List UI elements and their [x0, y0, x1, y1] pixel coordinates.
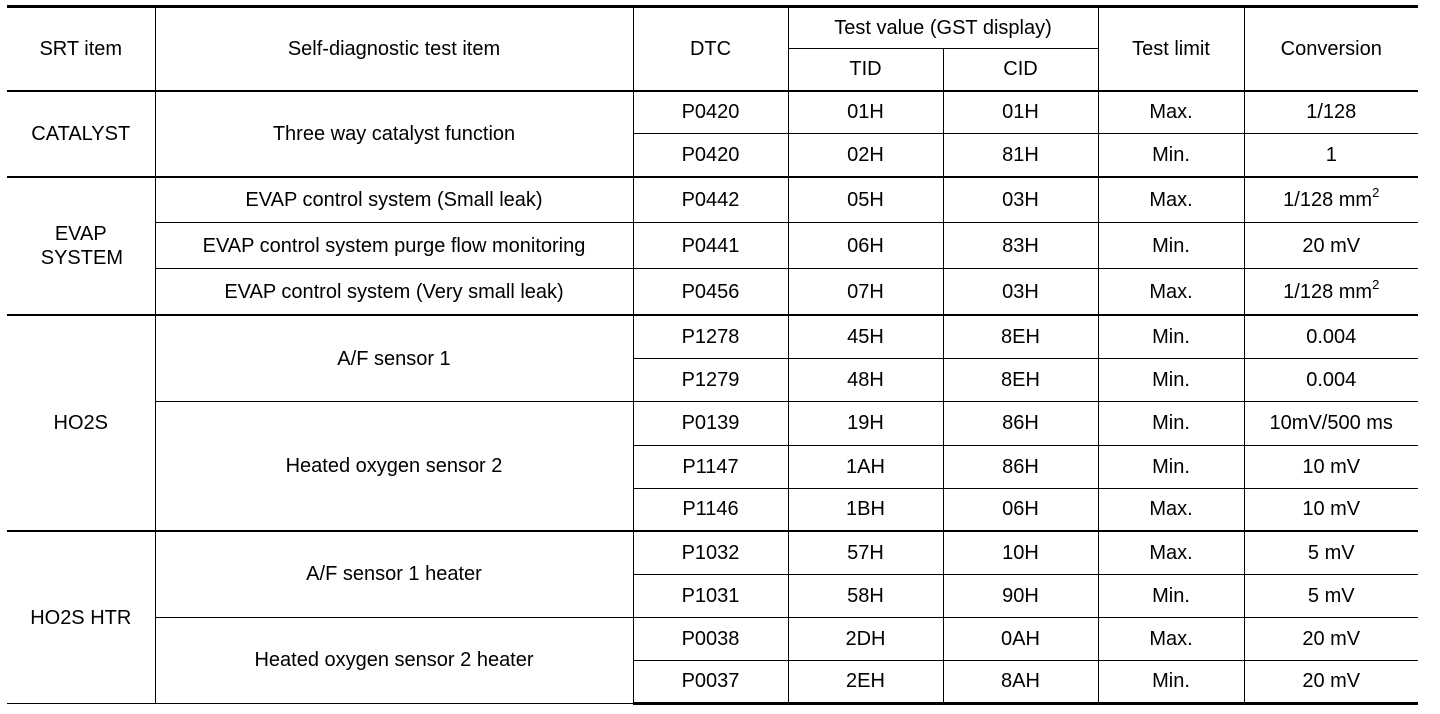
table-row	[7, 223, 1418, 269]
test-limit-cell: Max.	[1098, 531, 1244, 574]
cid-cell: 01H	[943, 91, 1098, 134]
header-test-value: Test value (GST display)	[788, 7, 1098, 49]
tid-cell: 1AH	[788, 445, 943, 488]
conversion-cell	[1244, 531, 1418, 574]
conversion-value: 1	[1325, 143, 1337, 166]
conversion-cell	[1244, 359, 1418, 402]
conversion-cell	[1244, 91, 1418, 134]
conversion-value: 1/128 mm	[1283, 280, 1373, 303]
tid-cell: 05H	[788, 177, 943, 223]
srt-item-label: EVAP SYSTEM	[40, 222, 123, 269]
table-header	[7, 7, 1418, 91]
tid-cell: 19H	[788, 402, 943, 445]
srt-item-cell	[7, 177, 155, 315]
header-cid: CID	[943, 49, 1098, 91]
test-limit-cell: Max.	[1098, 269, 1244, 315]
conversion-exponent: 2	[1372, 184, 1380, 200]
dtc-cell: P1032	[633, 531, 788, 574]
conversion-value: 0.004	[1306, 369, 1357, 392]
test-limit-cell: Min.	[1098, 223, 1244, 269]
conversion-cell	[1244, 488, 1418, 531]
header-conversion: Conversion	[1244, 7, 1418, 91]
table-row	[7, 315, 1418, 359]
test-limit-cell: Max.	[1098, 177, 1244, 223]
srt-item-cell	[7, 315, 155, 531]
srt-item-cell	[7, 531, 155, 703]
srt-table	[7, 5, 1418, 705]
header-srt-item: SRT item	[7, 7, 155, 91]
conversion-value: 10 mV	[1302, 498, 1361, 521]
srt-item-label: HO2S HTR	[30, 606, 132, 629]
conversion-cell	[1244, 660, 1418, 703]
dtc-cell: P0442	[633, 177, 788, 223]
cid-cell: 90H	[943, 574, 1098, 617]
table-row	[7, 177, 1418, 223]
conversion-cell	[1244, 445, 1418, 488]
tid-cell: 02H	[788, 134, 943, 177]
test-limit-cell: Min.	[1098, 359, 1244, 402]
tid-cell: 57H	[788, 531, 943, 574]
table-row	[7, 617, 1418, 660]
cid-cell: 81H	[943, 134, 1098, 177]
test-limit-cell: Max.	[1098, 488, 1244, 531]
tid-cell: 2EH	[788, 660, 943, 703]
self-diagnostic-item-cell: EVAP control system (Small leak)	[155, 177, 633, 223]
header-self-diagnostic-item: Self-diagnostic test item	[155, 7, 633, 91]
self-diagnostic-item-cell: Heated oxygen sensor 2	[155, 402, 633, 531]
cid-cell: 86H	[943, 445, 1098, 488]
table-row	[7, 402, 1418, 445]
self-diagnostic-item-cell: EVAP control system (Very small leak)	[155, 269, 633, 315]
dtc-cell: P0420	[633, 134, 788, 177]
test-limit-cell: Max.	[1098, 91, 1244, 134]
tid-cell: 48H	[788, 359, 943, 402]
conversion-cell	[1244, 574, 1418, 617]
test-limit-cell: Min.	[1098, 315, 1244, 359]
dtc-cell: P1278	[633, 315, 788, 359]
table-body	[7, 91, 1418, 704]
conversion-value: 5 mV	[1307, 541, 1355, 564]
srt-item-cell	[7, 91, 155, 177]
header-test-limit: Test limit	[1098, 7, 1244, 91]
table-row	[7, 531, 1418, 574]
test-limit-cell: Min.	[1098, 574, 1244, 617]
conversion-cell	[1244, 134, 1418, 177]
dtc-cell: P1146	[633, 488, 788, 531]
header-tid: TID	[788, 49, 943, 91]
conversion-cell	[1244, 315, 1418, 359]
conversion-value: 20 mV	[1302, 670, 1361, 693]
tid-cell: 58H	[788, 574, 943, 617]
conversion-cell	[1244, 223, 1418, 269]
cid-cell: 03H	[943, 269, 1098, 315]
self-diagnostic-item-cell: Three way catalyst function	[155, 91, 633, 177]
dtc-cell: P0456	[633, 269, 788, 315]
test-limit-cell: Min.	[1098, 402, 1244, 445]
srt-item-label: CATALYST	[31, 122, 131, 145]
conversion-cell	[1244, 177, 1418, 223]
header-dtc: DTC	[633, 7, 788, 91]
self-diagnostic-item-cell: A/F sensor 1 heater	[155, 531, 633, 617]
test-limit-cell: Min.	[1098, 134, 1244, 177]
conversion-value: 5 mV	[1307, 584, 1355, 607]
tid-cell: 01H	[788, 91, 943, 134]
conversion-cell	[1244, 402, 1418, 445]
cid-cell: 0AH	[943, 617, 1098, 660]
dtc-cell: P0139	[633, 402, 788, 445]
cid-cell: 06H	[943, 488, 1098, 531]
cid-cell: 86H	[943, 402, 1098, 445]
cid-cell: 10H	[943, 531, 1098, 574]
tid-cell: 45H	[788, 315, 943, 359]
dtc-cell: P0420	[633, 91, 788, 134]
conversion-value: 20 mV	[1302, 627, 1361, 650]
dtc-cell: P1031	[633, 574, 788, 617]
table-row	[7, 269, 1418, 315]
dtc-cell: P0038	[633, 617, 788, 660]
conversion-cell	[1244, 269, 1418, 315]
tid-cell: 2DH	[788, 617, 943, 660]
table-row	[7, 91, 1418, 134]
cid-cell: 83H	[943, 223, 1098, 269]
cid-cell: 03H	[943, 177, 1098, 223]
dtc-cell: P1279	[633, 359, 788, 402]
conversion-value: 1/128 mm	[1283, 188, 1373, 211]
dtc-cell: P0441	[633, 223, 788, 269]
cid-cell: 8AH	[943, 660, 1098, 703]
conversion-value: 0.004	[1306, 326, 1357, 349]
test-limit-cell: Min.	[1098, 660, 1244, 703]
conversion-value: 20 mV	[1302, 234, 1361, 257]
test-limit-cell: Max.	[1098, 617, 1244, 660]
cid-cell: 8EH	[943, 315, 1098, 359]
conversion-value: 10 mV	[1302, 455, 1361, 478]
self-diagnostic-item-cell: Heated oxygen sensor 2 heater	[155, 617, 633, 703]
conversion-cell	[1244, 617, 1418, 660]
srt-item-label: HO2S	[53, 411, 108, 434]
conversion-value: 10mV/500 ms	[1269, 412, 1393, 435]
tid-cell: 07H	[788, 269, 943, 315]
dtc-cell: P0037	[633, 660, 788, 703]
self-diagnostic-item-cell: A/F sensor 1	[155, 315, 633, 402]
tid-cell: 06H	[788, 223, 943, 269]
self-diagnostic-item-cell: EVAP control system purge flow monitoring	[155, 223, 633, 269]
conversion-exponent: 2	[1372, 276, 1380, 292]
tid-cell: 1BH	[788, 488, 943, 531]
cid-cell: 8EH	[943, 359, 1098, 402]
conversion-value: 1/128	[1306, 101, 1357, 124]
test-limit-cell: Min.	[1098, 445, 1244, 488]
dtc-cell: P1147	[633, 445, 788, 488]
